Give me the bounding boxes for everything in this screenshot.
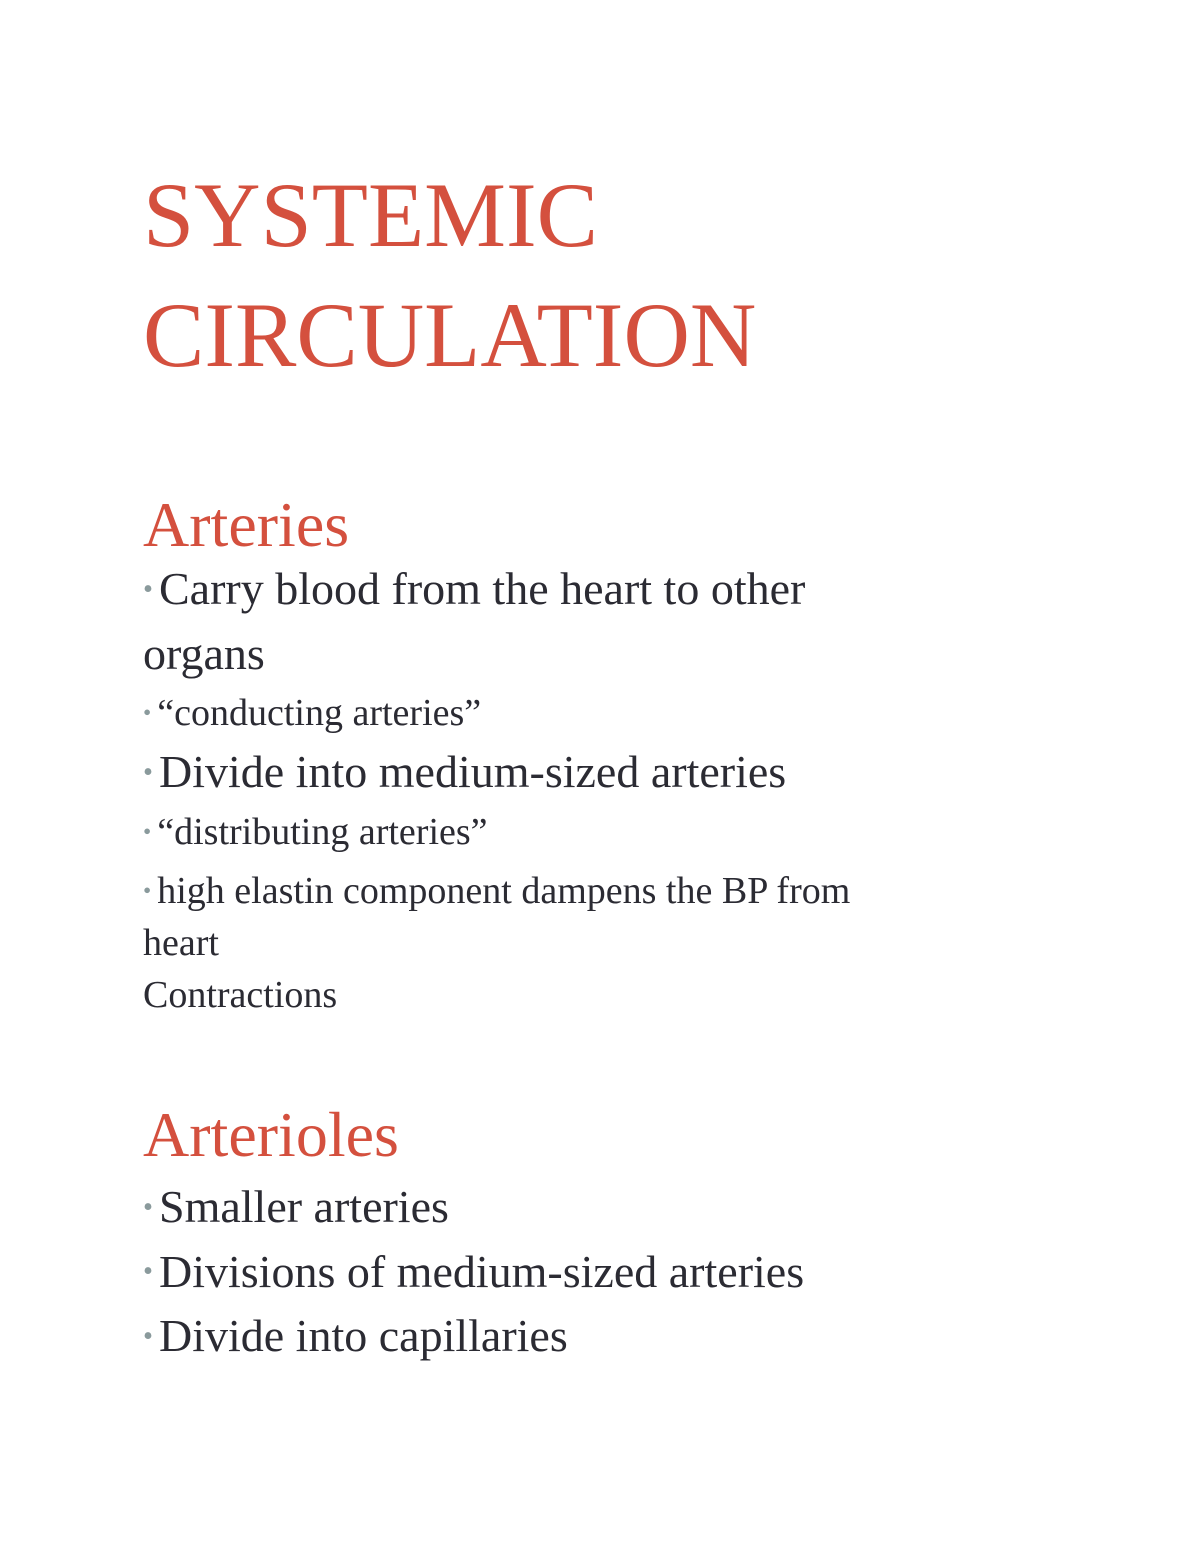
bullet-icon: •: [143, 699, 152, 726]
bullet-icon: •: [143, 818, 152, 845]
document-page: [143, 155, 1143, 1367]
list-item: [143, 1177, 1143, 1238]
bullet-icon: •: [143, 1321, 153, 1353]
list-item-text: Carry blood from the heart to other: [158, 563, 806, 614]
list-item-text: “conducting arteries”: [157, 691, 482, 734]
list-item: [143, 1306, 1143, 1367]
document-title: [143, 155, 1143, 395]
list-item-continuation: Contractions: [143, 973, 338, 1016]
bullet-icon: •: [143, 1256, 153, 1288]
bullet-icon: •: [143, 1191, 153, 1223]
list-item: [143, 1242, 1143, 1303]
list-item-text: Divisions of medium-sized arteries: [158, 1245, 805, 1297]
list-item: [143, 684, 1143, 742]
section-heading-arterioles: Arterioles: [143, 1098, 399, 1170]
bullet-icon: •: [143, 573, 153, 605]
list-item: [143, 803, 1143, 861]
bullet-icon: •: [143, 877, 152, 904]
list-item-text: “distributing arteries”: [157, 810, 488, 853]
list-item: [143, 742, 1143, 803]
list-item-continuation: organs: [143, 627, 265, 679]
section-heading-arteries: Arteries: [143, 489, 350, 560]
list-item-text: Divide into medium-sized arteries: [158, 745, 787, 797]
list-item-continuation: heart: [143, 921, 219, 964]
list-item: [143, 559, 1143, 620]
title-line-2: CIRCULATION: [143, 284, 757, 386]
list-item-text: Divide into capillaries: [158, 1310, 568, 1362]
bullet-icon: •: [143, 756, 153, 788]
list-item: [143, 865, 1143, 917]
list-item-text: Smaller arteries: [158, 1180, 449, 1232]
section-arteries: [143, 487, 1143, 1021]
list-item-text: high elastin component dampens the BP from: [157, 869, 851, 912]
section-arterioles: [143, 1097, 1143, 1367]
title-line-1: SYSTEMIC: [143, 164, 598, 266]
